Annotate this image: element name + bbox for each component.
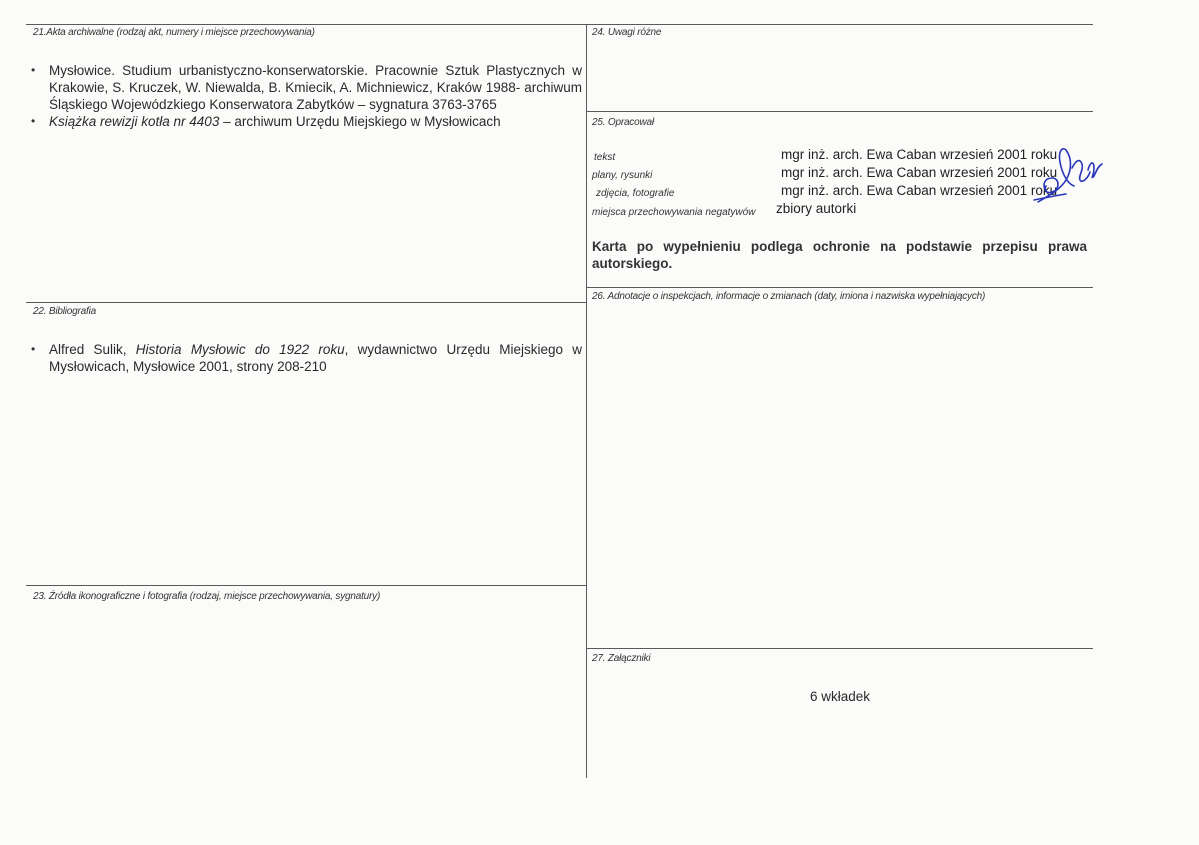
author-row-text-value: mgr inż. arch. Ewa Caban wrzesień 2001 roku (781, 147, 1058, 162)
archive-item-1 (31, 62, 582, 113)
section-26-label: 26. Adnotacje o inspekcjach, informacje o zmianach (daty, imiona i nazwiska wypełniających) (592, 291, 986, 302)
section-25-label: 25. Opracował (592, 117, 654, 128)
author-row-text (594, 148, 615, 163)
attachments-value: 6 wkładek (810, 689, 871, 704)
rule-23 (26, 585, 586, 586)
section-27-label: 27. Załączniki (592, 653, 651, 664)
rule-top-left (26, 24, 586, 25)
section-21-label: 21.Akta archiwalne (rodzaj akt, numery i miejsce przechowywania) (33, 27, 315, 38)
section-22-content (31, 341, 582, 375)
copyright-notice: Karta po wypełnieniu podlega ochronie na podstawie przepisu prawa autorskiego. (592, 239, 1087, 271)
section-21-content (31, 62, 582, 130)
bibliography-details: , wydawnictwo Urzędu Miejskiego w Mysłowicach, Mysłowice 2001, strony 208-210 (49, 342, 583, 374)
author-row-plans (592, 166, 652, 181)
section-22-label: 22. Bibliografia (33, 306, 96, 317)
author-row-photos (596, 184, 674, 199)
archive-item-1-text: Mysłowice. Studium urbanistyczno-konserwatorskie. Pracownie Sztuk Plastycznych w Krakowie, S. Kruczek, W. Niewalda, B. Kmiecik, A. Michniewicz, Kraków 1988- archiwum Śląskiego Wojewódzkiego Konserwatora Zabytków – sygnatura 3763-3765 (49, 63, 582, 112)
author-row-text-key: tekst (594, 152, 616, 163)
author-row-negatives (592, 203, 755, 218)
author-row-plans-value: mgr inż. arch. Ewa Caban wrzesień 2001 roku (781, 165, 1058, 180)
rule-22 (26, 302, 586, 303)
author-row-plans-key: plany, rysunki (592, 170, 653, 181)
author-row-negatives-key: miejsca przechowywania negatywów (592, 207, 756, 218)
rule-25 (586, 111, 1093, 112)
bibliography-item-1 (31, 341, 582, 375)
rule-27 (586, 648, 1093, 649)
section-24-label: 24. Uwagi różne (592, 27, 662, 38)
section-23-label: 23. Źródła ikonograficzne i fotografia (rodzaj, miejsce przechowywania, sygnatury) (33, 591, 381, 602)
bibliography-list (31, 341, 582, 375)
archive-list (31, 62, 582, 130)
rule-top-right (586, 24, 1093, 25)
rule-26 (586, 287, 1093, 288)
bibliography-title: Historia Mysłowic do 1922 roku (135, 342, 345, 357)
archive-item-2 (31, 113, 582, 130)
author-row-negatives-value: zbiory autorki (776, 201, 857, 216)
bibliography-author: Alfred Sulik, (49, 342, 136, 357)
column-divider (586, 24, 587, 778)
archive-item-2-title: Książka rewizji kotła nr 4403 (49, 114, 220, 129)
author-signature (1032, 140, 1104, 210)
author-row-photos-key: zdjęcia, fotografie (596, 188, 675, 199)
archive-item-2-text: – archiwum Urzędu Miejskiego w Mysłowicach (219, 114, 501, 129)
author-row-photos-value: mgr inż. arch. Ewa Caban wrzesień 2001 roku (781, 183, 1058, 198)
